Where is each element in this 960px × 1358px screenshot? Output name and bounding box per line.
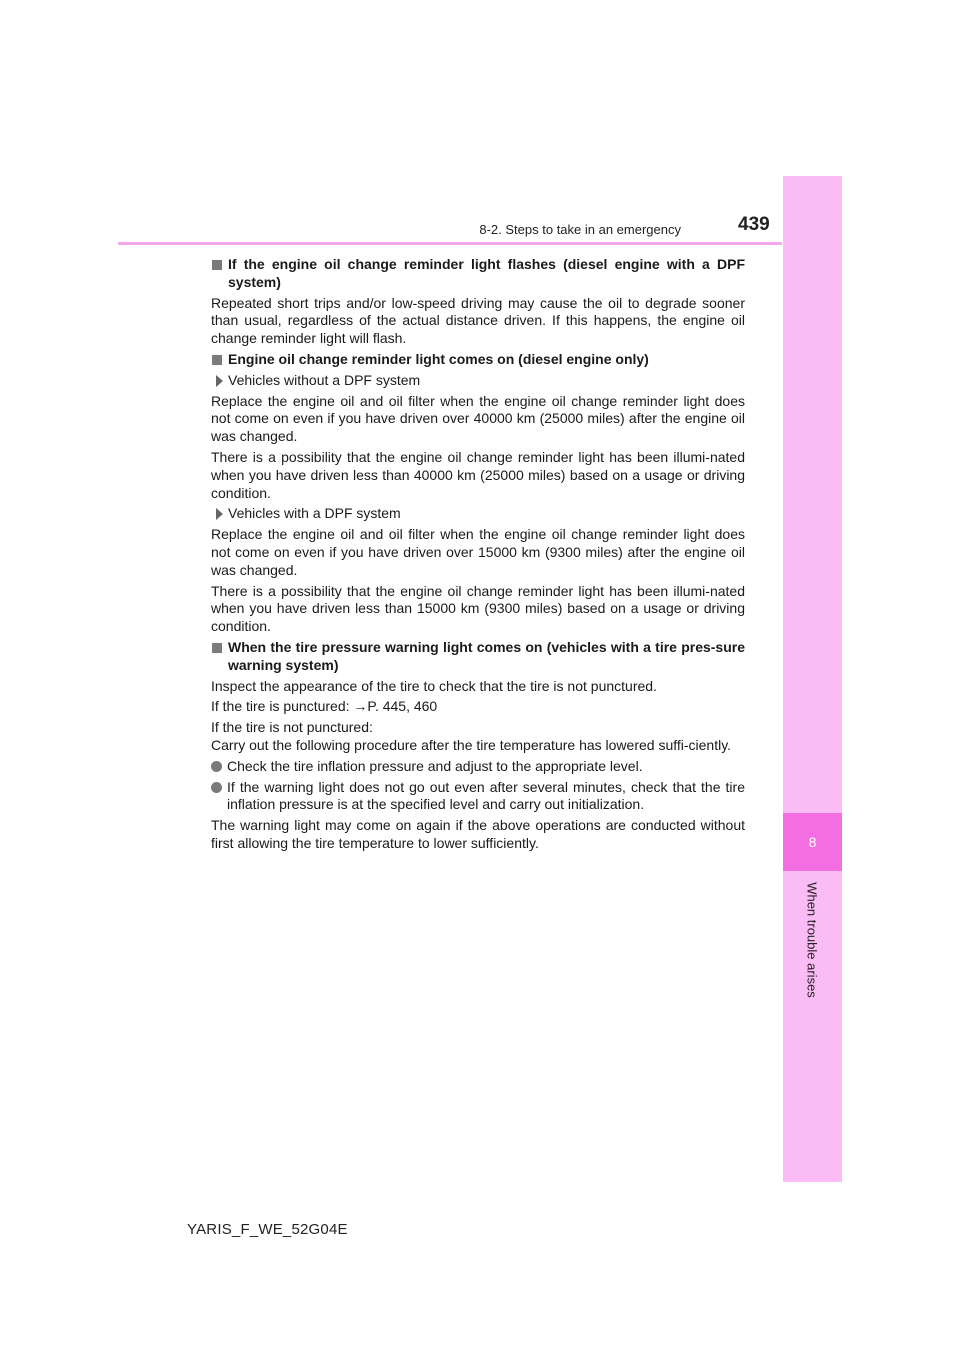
section-heading-tire [211, 639, 745, 675]
paragraph-line: Carry out the following procedure after the tire temperature has lowered suffi-ciently. [211, 736, 732, 753]
heading-square-icon [212, 355, 222, 365]
bullet-dot-icon [211, 782, 222, 793]
paragraph-line: If the tire is not punctured: [211, 719, 373, 736]
paragraph: The warning light may come on again if the above operations are conducted without first allowing the tire temperature to lower sufficiently. [211, 817, 745, 851]
triangle-right-icon [216, 508, 223, 520]
section-heading-diesel-on [211, 351, 745, 369]
section-title: 8-2. Steps to take in an emergency [479, 222, 681, 237]
subheading-text: Vehicles without a DPF system [228, 371, 421, 388]
page-reference[interactable]: If the tire is punctured: →P. 445, 460 [211, 698, 438, 715]
paragraph: Replace the engine oil and oil filter when the engine oil change reminder light does not come on even if you have driven over 40000 km (25000 miles) after the engine oil was changed. [211, 392, 745, 445]
paragraph: Replace the engine oil and oil filter when the engine oil change reminder light does not come on even if you have driven over 15000 km (9300 miles) after the engine oil was changed. [211, 526, 745, 578]
paragraph: Repeated short trips and/or low-speed driving may cause the oil to degrade sooner than usual, regardless of the actual distance driven. If this happens, the engine oil change reminder light will flash. [211, 294, 745, 347]
section-heading-dpf-flash [211, 256, 745, 292]
page-number: 439 [738, 214, 770, 235]
list-item-text: If the warning light does not go out even after several minutes, check that the tire inflation pressure is at the specified level and carry out initialization. [227, 778, 745, 813]
list-item-text: Check the tire inflation pressure and adjust to the appropriate level. [227, 757, 643, 774]
list-item [211, 758, 745, 776]
paragraph: Inspect the appearance of the tire to check that the tire is not punctured. [211, 677, 657, 694]
heading-text: If the engine oil change reminder light flashes (diesel engine with a DPF system) [228, 256, 745, 290]
subheading-without-dpf [211, 372, 745, 390]
heading-square-icon [212, 260, 222, 270]
heading-text: Engine oil change reminder light comes on (diesel engine only) [228, 350, 649, 367]
heading-square-icon [212, 643, 222, 653]
chapter-number-tab[interactable]: 8 [783, 813, 842, 871]
heading-text: When the tire pressure warning light comes on (vehicles with a tire pres-sure warning system) [228, 638, 745, 673]
subheading-text: Vehicles with a DPF system [228, 505, 401, 522]
paragraph [211, 719, 745, 755]
chapter-title-label: When trouble arises [804, 882, 820, 998]
list-item [211, 779, 745, 815]
document-code: YARIS_F_WE_52G04E [187, 1221, 348, 1238]
chapter-side-tab [783, 176, 842, 1182]
subheading-with-dpf [211, 505, 745, 523]
bullet-dot-icon [211, 761, 222, 772]
paragraph: There is a possibility that the engine oil change reminder light has been illumi-nated when you have driven less than 15000 km (9300 miles) based on a usage or driving condition. [211, 582, 745, 635]
triangle-right-icon [216, 375, 223, 387]
page-content [211, 256, 745, 856]
paragraph: There is a possibility that the engine oil change reminder light has been illumi-nated when you have driven less than 40000 km (25000 miles) based on a usage or driving condition. [211, 448, 745, 501]
header-divider [118, 242, 782, 245]
